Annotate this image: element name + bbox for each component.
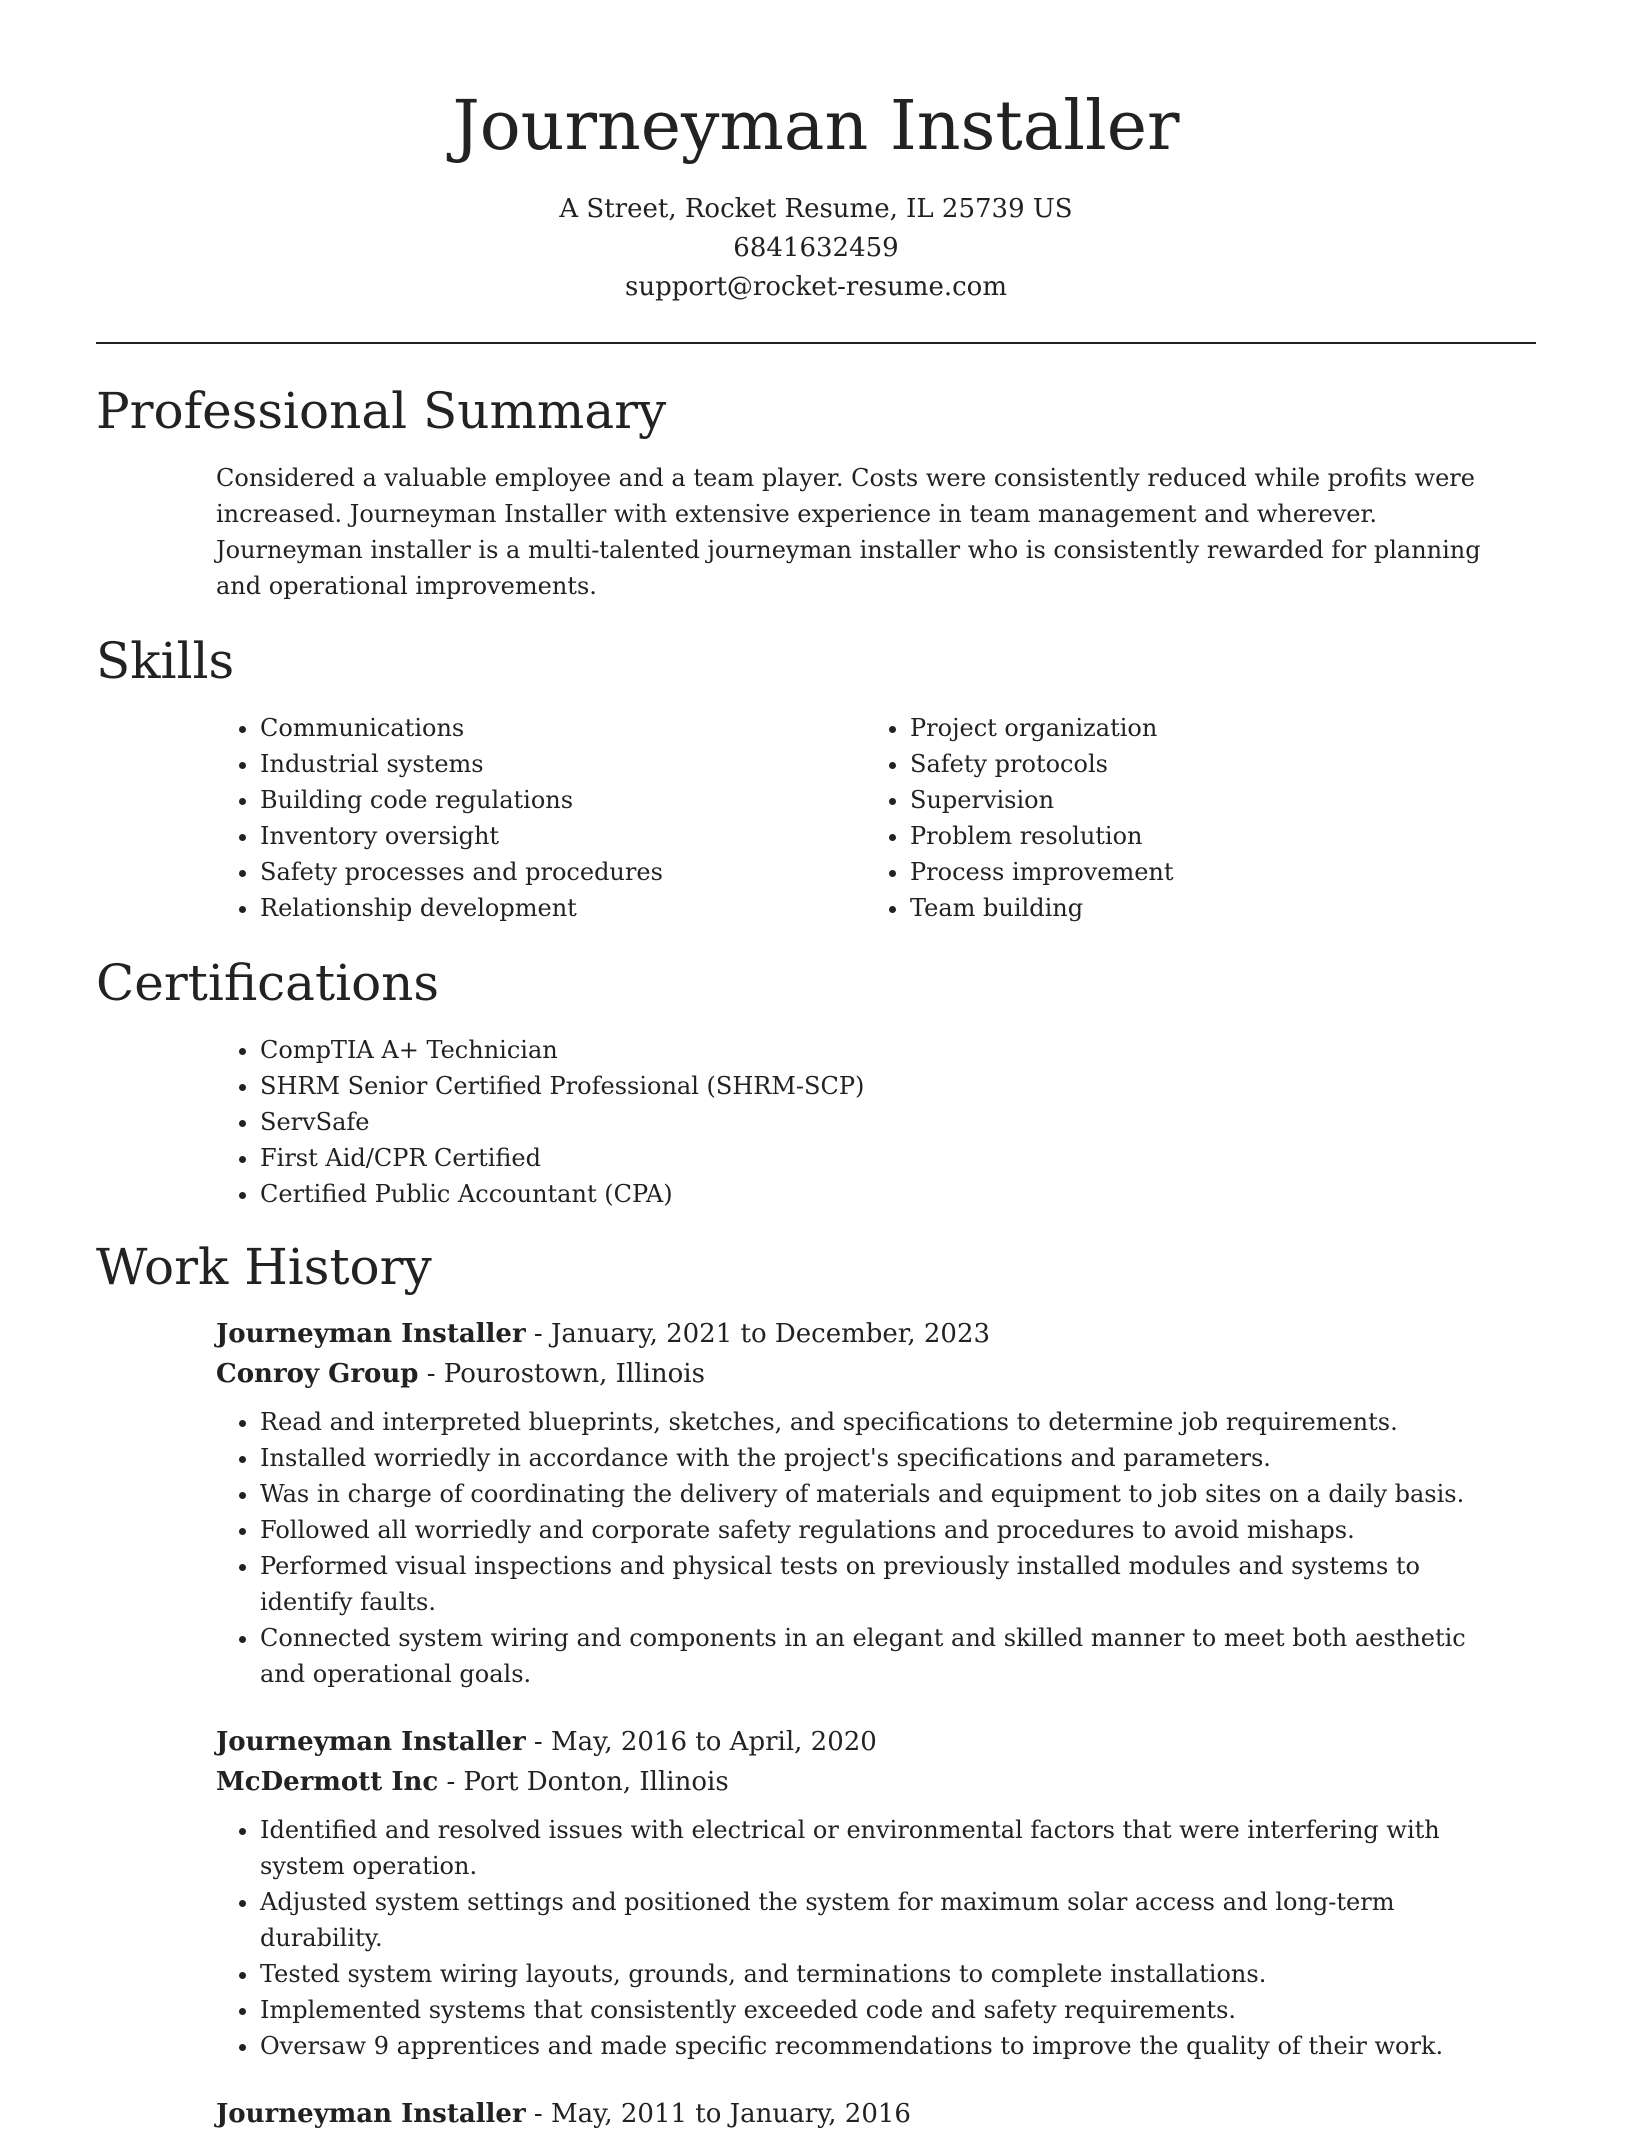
summary-heading: Professional Summary xyxy=(96,382,667,440)
skills-heading: Skills xyxy=(96,632,235,690)
certifications-heading: Certifications xyxy=(96,954,440,1012)
job-bullets xyxy=(216,1404,1516,1692)
skill-item: • Safety processes and procedures xyxy=(260,854,866,890)
job-bullet: • Was in charge of coordinating the delivery of materials and equipment to job sites on a daily basis. xyxy=(260,1476,1516,1512)
certification-item: • First Aid/CPR Certified xyxy=(260,1140,1560,1176)
job-bullet: • Adjusted system settings and positioned the system for maximum solar access and long-term durability. xyxy=(260,1884,1516,1956)
certifications-section xyxy=(96,952,1536,1212)
skill-item: • Process improvement xyxy=(910,854,1516,890)
header-divider xyxy=(96,342,1536,344)
job-company: McDermott Inc xyxy=(216,1767,439,1797)
job-entry xyxy=(216,1314,1516,1692)
certifications-list xyxy=(216,1032,1560,1212)
job-title-line xyxy=(216,1722,1516,1762)
certification-item: • SHRM Senior Certified Professional (SHRM-SCP) xyxy=(260,1068,1560,1104)
skill-item: • Supervision xyxy=(910,782,1516,818)
summary-section xyxy=(96,380,1536,628)
skill-item: • Inventory oversight xyxy=(260,818,866,854)
contact-block xyxy=(0,190,1632,307)
job-bullet: • Implemented systems that consistently exceeded code and safety requirements. xyxy=(260,1992,1516,2028)
skills-list-left xyxy=(216,710,866,926)
job-bullet: • Oversaw 9 apprentices and made specific recommendations to improve the quality of their work. xyxy=(260,2028,1516,2064)
skill-item: • Team building xyxy=(910,890,1516,926)
job-dates: - May, 2011 to January, 2016 xyxy=(525,2099,911,2129)
certification-item: • ServSafe xyxy=(260,1104,1560,1140)
certification-item: • Certified Public Accountant (CPA) xyxy=(260,1176,1560,1212)
job-entry xyxy=(216,2094,1516,2134)
job-bullet: • Connected system wiring and components in an elegant and skilled manner to meet both aesthetic and operational goals. xyxy=(260,1620,1516,1692)
job-bullet: • Read and interpreted blueprints, sketches, and specifications to determine job requirements. xyxy=(260,1404,1516,1440)
email: support@rocket-resume.com xyxy=(624,272,1007,302)
job-title-line xyxy=(216,1314,1516,1354)
skills-columns xyxy=(216,710,1516,926)
job-company-line xyxy=(216,1762,1516,1802)
job-role: Journeyman Installer xyxy=(216,1727,526,1757)
summary-text: Considered a valuable employee and a team player. Costs were consistently reduced while profits were increased. Journeyman Installer with extensive experience in team management and wherever. Journeyman installer is a multi-talented journeyman installer who is consistently rewarded for planning and operational improvements. xyxy=(216,464,1481,600)
job-bullet: • Identified and resolved issues with electrical or environmental factors that were interfering with system operation. xyxy=(260,1812,1516,1884)
job-dates: - January, 2021 to December, 2023 xyxy=(525,1319,991,1349)
skill-item: • Safety protocols xyxy=(910,746,1516,782)
job-company: Conroy Group xyxy=(216,1359,419,1389)
job-role: Journeyman Installer xyxy=(216,1319,526,1349)
skill-item: • Problem resolution xyxy=(910,818,1516,854)
job-location: - Port Donton, Illinois xyxy=(438,1767,729,1797)
skill-item: • Industrial systems xyxy=(260,746,866,782)
job-bullets xyxy=(216,1812,1516,2064)
job-dates: - May, 2016 to April, 2020 xyxy=(525,1727,877,1757)
job-title-line xyxy=(216,2094,1516,2134)
job-bullet: • Installed worriedly in accordance with the project's specifications and parameters. xyxy=(260,1440,1516,1476)
candidate-name: Journeyman Installer xyxy=(452,87,1180,166)
job-entry xyxy=(216,1722,1516,2064)
skill-item: • Communications xyxy=(260,710,866,746)
job-bullet: • Followed all worriedly and corporate safety regulations and procedures to avoid mishaps. xyxy=(260,1512,1516,1548)
job-role: Journeyman Installer xyxy=(216,2099,526,2129)
address: A Street, Rocket Resume, IL 25739 US xyxy=(559,194,1073,224)
phone: 6841632459 xyxy=(733,233,899,263)
skills-list-right xyxy=(866,710,1516,926)
skill-item: • Project organization xyxy=(910,710,1516,746)
skills-section xyxy=(96,630,1536,926)
skill-item: • Relationship development xyxy=(260,890,866,926)
work-history-section xyxy=(96,1236,1536,2134)
certification-item: • CompTIA A+ Technician xyxy=(260,1032,1560,1068)
job-location: - Pourostown, Illinois xyxy=(418,1359,705,1389)
job-bullet: • Performed visual inspections and physical tests on previously installed modules and systems to identify faults. xyxy=(260,1548,1516,1620)
work-history-heading: Work History xyxy=(96,1238,432,1296)
job-company-line xyxy=(216,1354,1516,1394)
job-bullet: • Tested system wiring layouts, grounds, and terminations to complete installations. xyxy=(260,1956,1516,1992)
skill-item: • Building code regulations xyxy=(260,782,866,818)
resume-header xyxy=(0,0,1632,307)
